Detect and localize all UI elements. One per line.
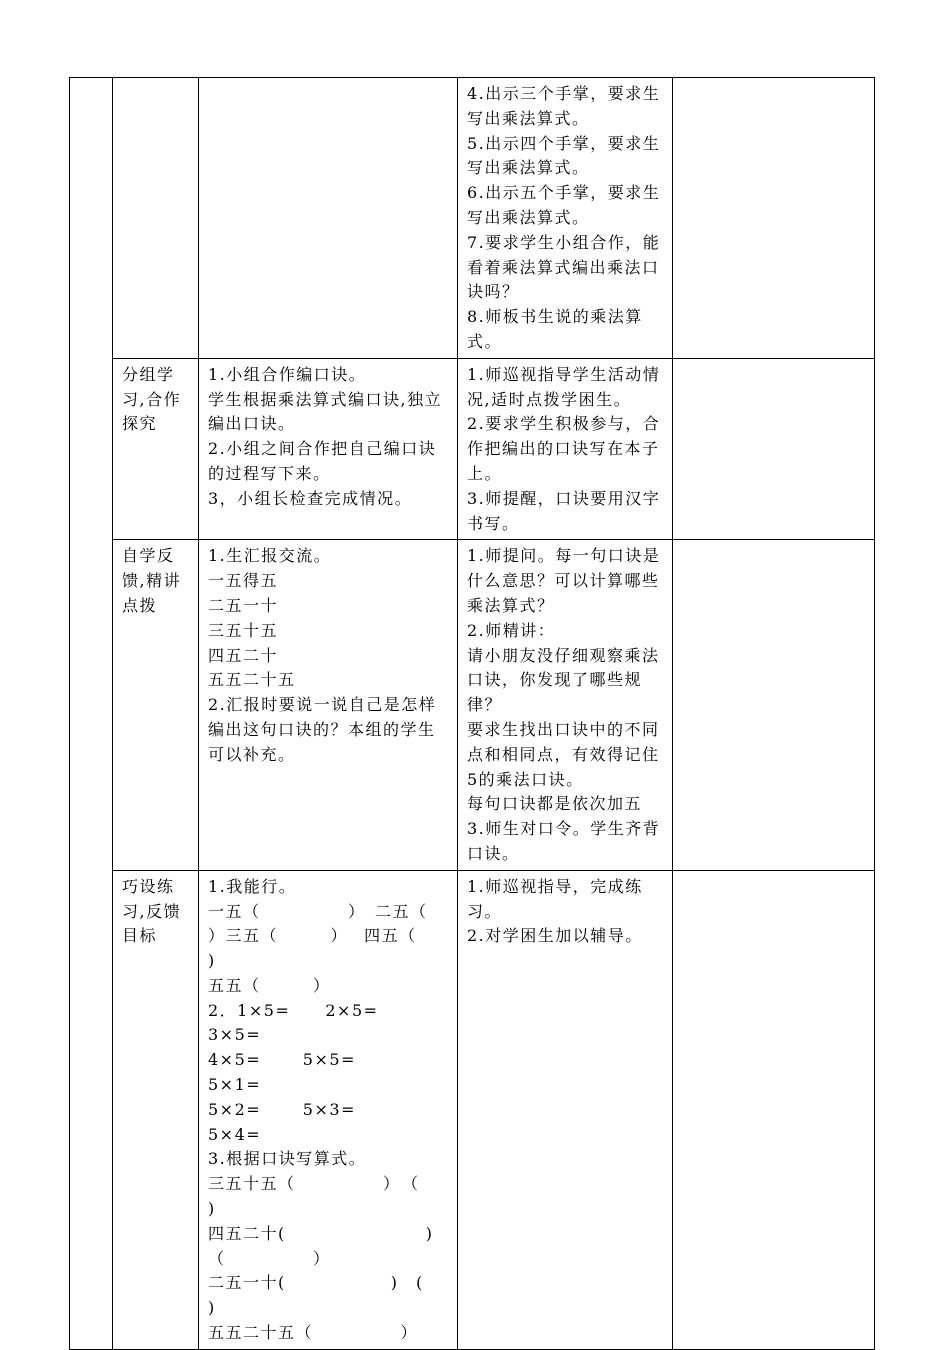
stage-line: 习,反馈 bbox=[122, 901, 182, 921]
teacher-line: 要求生找出口诀中的不同点和相同点，有效得记住5的乘法口诀。 bbox=[467, 719, 660, 789]
stage-line: 分组学 bbox=[122, 364, 175, 384]
student-line: 四五二十 bbox=[208, 645, 279, 665]
stage-line: 习,合作 bbox=[122, 389, 182, 409]
table-row bbox=[70, 870, 875, 1349]
student-line: 四五二十( ) bbox=[208, 1223, 434, 1243]
student-line: 二五一十( ) ( bbox=[208, 1273, 424, 1293]
teacher-activity-cell bbox=[458, 78, 673, 359]
teacher-line: 1.师巡视指导，完成练习。 bbox=[467, 876, 643, 921]
stage-line: 目标 bbox=[122, 926, 158, 946]
lesson-plan-table bbox=[69, 77, 875, 1350]
teacher-line: 1.师巡视指导学生活动情况,适时点拨学困生。 bbox=[467, 364, 661, 409]
teacher-line: 每句口诀都是依次加五 bbox=[467, 794, 643, 814]
student-line: 2.小组之间合作把自己编口诀的过程写下来。 bbox=[208, 439, 437, 483]
stage-cell bbox=[113, 78, 199, 359]
teacher-activity-cell bbox=[458, 358, 673, 540]
teacher-line: 2.对学困生加以辅导。 bbox=[467, 926, 643, 946]
stage-cell bbox=[113, 870, 199, 1349]
teacher-activity-cell bbox=[458, 870, 673, 1349]
student-line: 一五得五 bbox=[208, 571, 279, 591]
notes-cell bbox=[673, 870, 875, 1349]
student-line: 三五十五（ ） （ bbox=[208, 1174, 420, 1194]
student-activity-cell bbox=[199, 540, 458, 870]
table-row bbox=[70, 78, 875, 359]
student-line: 三五十五 bbox=[208, 620, 279, 640]
stage-line: 巧设练 bbox=[122, 876, 175, 896]
teacher-line: 2.师精讲： bbox=[467, 620, 556, 640]
student-line: （ ） bbox=[208, 1248, 331, 1268]
notes-cell bbox=[673, 540, 875, 870]
stage-line: 自学反 bbox=[122, 546, 175, 566]
student-line: ）三五（ ） 四五（ bbox=[208, 926, 417, 946]
student-line: 一五（ ） 二五（ bbox=[208, 901, 428, 921]
teacher-line: 6.出示五个手掌，要求生写出乘法算式。 bbox=[467, 183, 661, 227]
teacher-line: 3.师生对口令。学生齐背口诀。 bbox=[467, 819, 661, 863]
student-activity-cell bbox=[199, 870, 458, 1349]
stage-line: 馈,精讲 bbox=[122, 571, 182, 591]
student-activity-cell bbox=[199, 358, 458, 540]
student-line: 5×2= 5×3= 5×4= bbox=[208, 1099, 398, 1144]
stage-cell bbox=[113, 540, 199, 870]
student-line: 五五二十五 bbox=[208, 670, 296, 690]
student-activity-cell bbox=[199, 78, 458, 359]
student-line: ) bbox=[208, 951, 216, 971]
teacher-line: 1.师提问。每一句口诀是什么意思？可以计算哪些乘法算式？ bbox=[467, 546, 661, 615]
student-line: 1.我能行。 bbox=[208, 876, 297, 896]
stage-line: 探究 bbox=[122, 414, 158, 434]
teacher-line: 8.师板书生说的乘法算式。 bbox=[467, 307, 643, 351]
teacher-line: 4.出示三个手掌，要求生写出乘法算式。 bbox=[467, 84, 661, 128]
student-line: 3，小组长检查完成情况。 bbox=[208, 488, 413, 508]
student-line: 学生根据乘法算式编口诀,独立编出口诀。 bbox=[208, 389, 443, 434]
teacher-activity-cell bbox=[458, 540, 673, 870]
student-line: 1.小组合作编口诀。 bbox=[208, 364, 367, 384]
student-line: 2.汇报时要说一说自己是怎样编出这句口诀的？本组的学生可以补充。 bbox=[208, 695, 437, 764]
student-line: 二五一十 bbox=[208, 595, 279, 615]
student-line: ) bbox=[208, 1298, 216, 1318]
student-line: 2．1×5= 2×5= 3×5= bbox=[208, 1000, 414, 1045]
student-line: 五五（ ） bbox=[208, 975, 331, 995]
teacher-line: 7.要求学生小组合作，能看着乘法算式编出乘法口诀吗？ bbox=[467, 232, 661, 302]
margin-column-cell bbox=[70, 78, 113, 1350]
stage-line: 点拨 bbox=[122, 595, 158, 615]
student-line: 3.根据口诀写算式。 bbox=[208, 1149, 367, 1169]
notes-cell bbox=[673, 358, 875, 540]
student-line: ) bbox=[208, 1199, 216, 1219]
teacher-line: 5.出示四个手掌，要求生写出乘法算式。 bbox=[467, 133, 661, 178]
student-line: 4×5= 5×5= 5×1= bbox=[208, 1050, 409, 1095]
table-row bbox=[70, 358, 875, 540]
student-line: 1.生汇报交流。 bbox=[208, 546, 332, 566]
teacher-line: 请小朋友没仔细观察乘法口诀，你发现了哪些规律？ bbox=[467, 645, 660, 715]
teacher-line: 3.师提醒，口诀要用汉字书写。 bbox=[467, 488, 661, 533]
table-row bbox=[70, 540, 875, 870]
student-line: 五五二十五（ ） bbox=[208, 1323, 419, 1343]
teacher-line: 2.要求学生积极参与，合作把编出的口诀写在本子上。 bbox=[467, 414, 661, 483]
notes-cell bbox=[673, 78, 875, 359]
stage-cell bbox=[113, 358, 199, 540]
